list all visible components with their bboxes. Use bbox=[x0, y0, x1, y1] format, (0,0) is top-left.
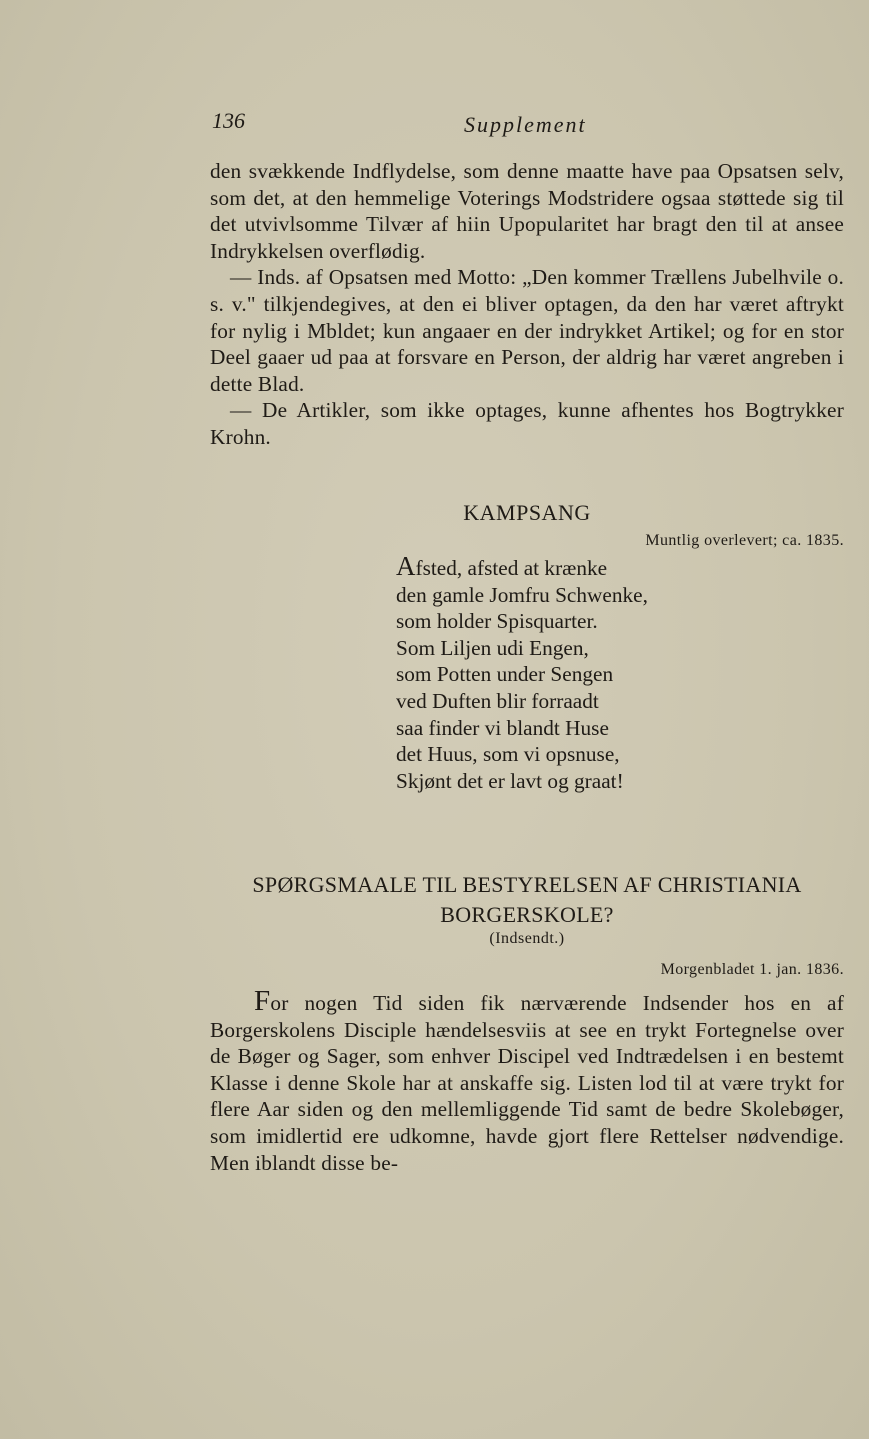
article-paragraph-text: or nogen Tid siden fik nærværende Indsender hos en af Borgerskolens Disciple hændelsesviis at see en trykt Fortegnelse over de Bøger og Sager, som enhver Discipel ved Indtrædelsen i en bestemt Klasse i denne Skole har at anskaffe sig. Listen lod til at være trykt for flere Aar siden og den mellemliggende Tid samt de bedre Skolebøger, som imidlertid ere udkomne, havde gjort flere Rettelser nødvendige. Men iblandt disse be- bbox=[210, 991, 844, 1175]
drop-cap: F bbox=[254, 985, 271, 1017]
verse-line: Skjønt det er lavt og graat! bbox=[396, 768, 624, 793]
page-header bbox=[212, 108, 844, 142]
intro-paragraph: den svækkende Indflydelse, som denne maatte have paa Opsatsen selv, som det, at den hemmelige Voterings Modstridere ogsaa støttede sig til det utvivlsomme Tilvær af hiin Upopularitet har bragt den til at ansee Indrykkelsen overflødig. bbox=[210, 159, 844, 263]
running-title: Supplement bbox=[464, 112, 587, 137]
verse-line: som holder Spisquarter. bbox=[396, 609, 598, 634]
verse-line: det Huus, som vi opsnuse, bbox=[396, 742, 620, 767]
page-number: 136 bbox=[212, 108, 245, 133]
article-title bbox=[210, 870, 844, 930]
verse-line bbox=[396, 553, 816, 582]
verse-line: ved Duften blir forraadt bbox=[396, 688, 599, 713]
verse-line: som Potten under Sengen bbox=[396, 662, 614, 687]
verse-line: den gamle Jomfru Schwenke, bbox=[396, 582, 648, 607]
song-source: Muntlig overlevert; ca. 1835. bbox=[645, 532, 844, 549]
article-title-line: BORGERSKOLE? bbox=[440, 902, 614, 927]
article-paragraph bbox=[210, 985, 844, 1176]
verse-line: saa finder vi blandt Huse bbox=[396, 715, 609, 740]
article-body bbox=[210, 985, 844, 1176]
drop-cap: A bbox=[396, 551, 416, 581]
article-source: Morgenbladet 1. jan. 1836. bbox=[660, 961, 844, 978]
intro-paragraph: — Inds. af Opsatsen med Motto: „Den kommer Trællens Jubelhvile o. s. v." tilkjendegives, at den ei bliver optagen, da den har været aftrykt for nylig i Mbldet; kun angaaer en der indrykket Artikel; og for en stor Deel gaaer ud paa at forsvare en Person, der aldrig har været angreben i dette Blad. bbox=[210, 265, 844, 396]
song-title: KAMPSANG bbox=[463, 500, 591, 525]
sent-note: (Indsendt.) bbox=[489, 930, 565, 947]
verse-line-text: fsted, afsted at krænke bbox=[415, 556, 608, 580]
verse-line: Som Liljen udi Engen, bbox=[396, 635, 589, 660]
intro-text-block bbox=[210, 158, 844, 451]
article-title-line: SPØRGSMAALE TIL BESTYRELSEN AF CHRISTIANIA bbox=[252, 872, 802, 897]
intro-paragraph: — De Artikler, som ikke optages, kunne afhentes hos Bogtrykker Krohn. bbox=[210, 398, 844, 449]
song-verse bbox=[396, 553, 816, 794]
